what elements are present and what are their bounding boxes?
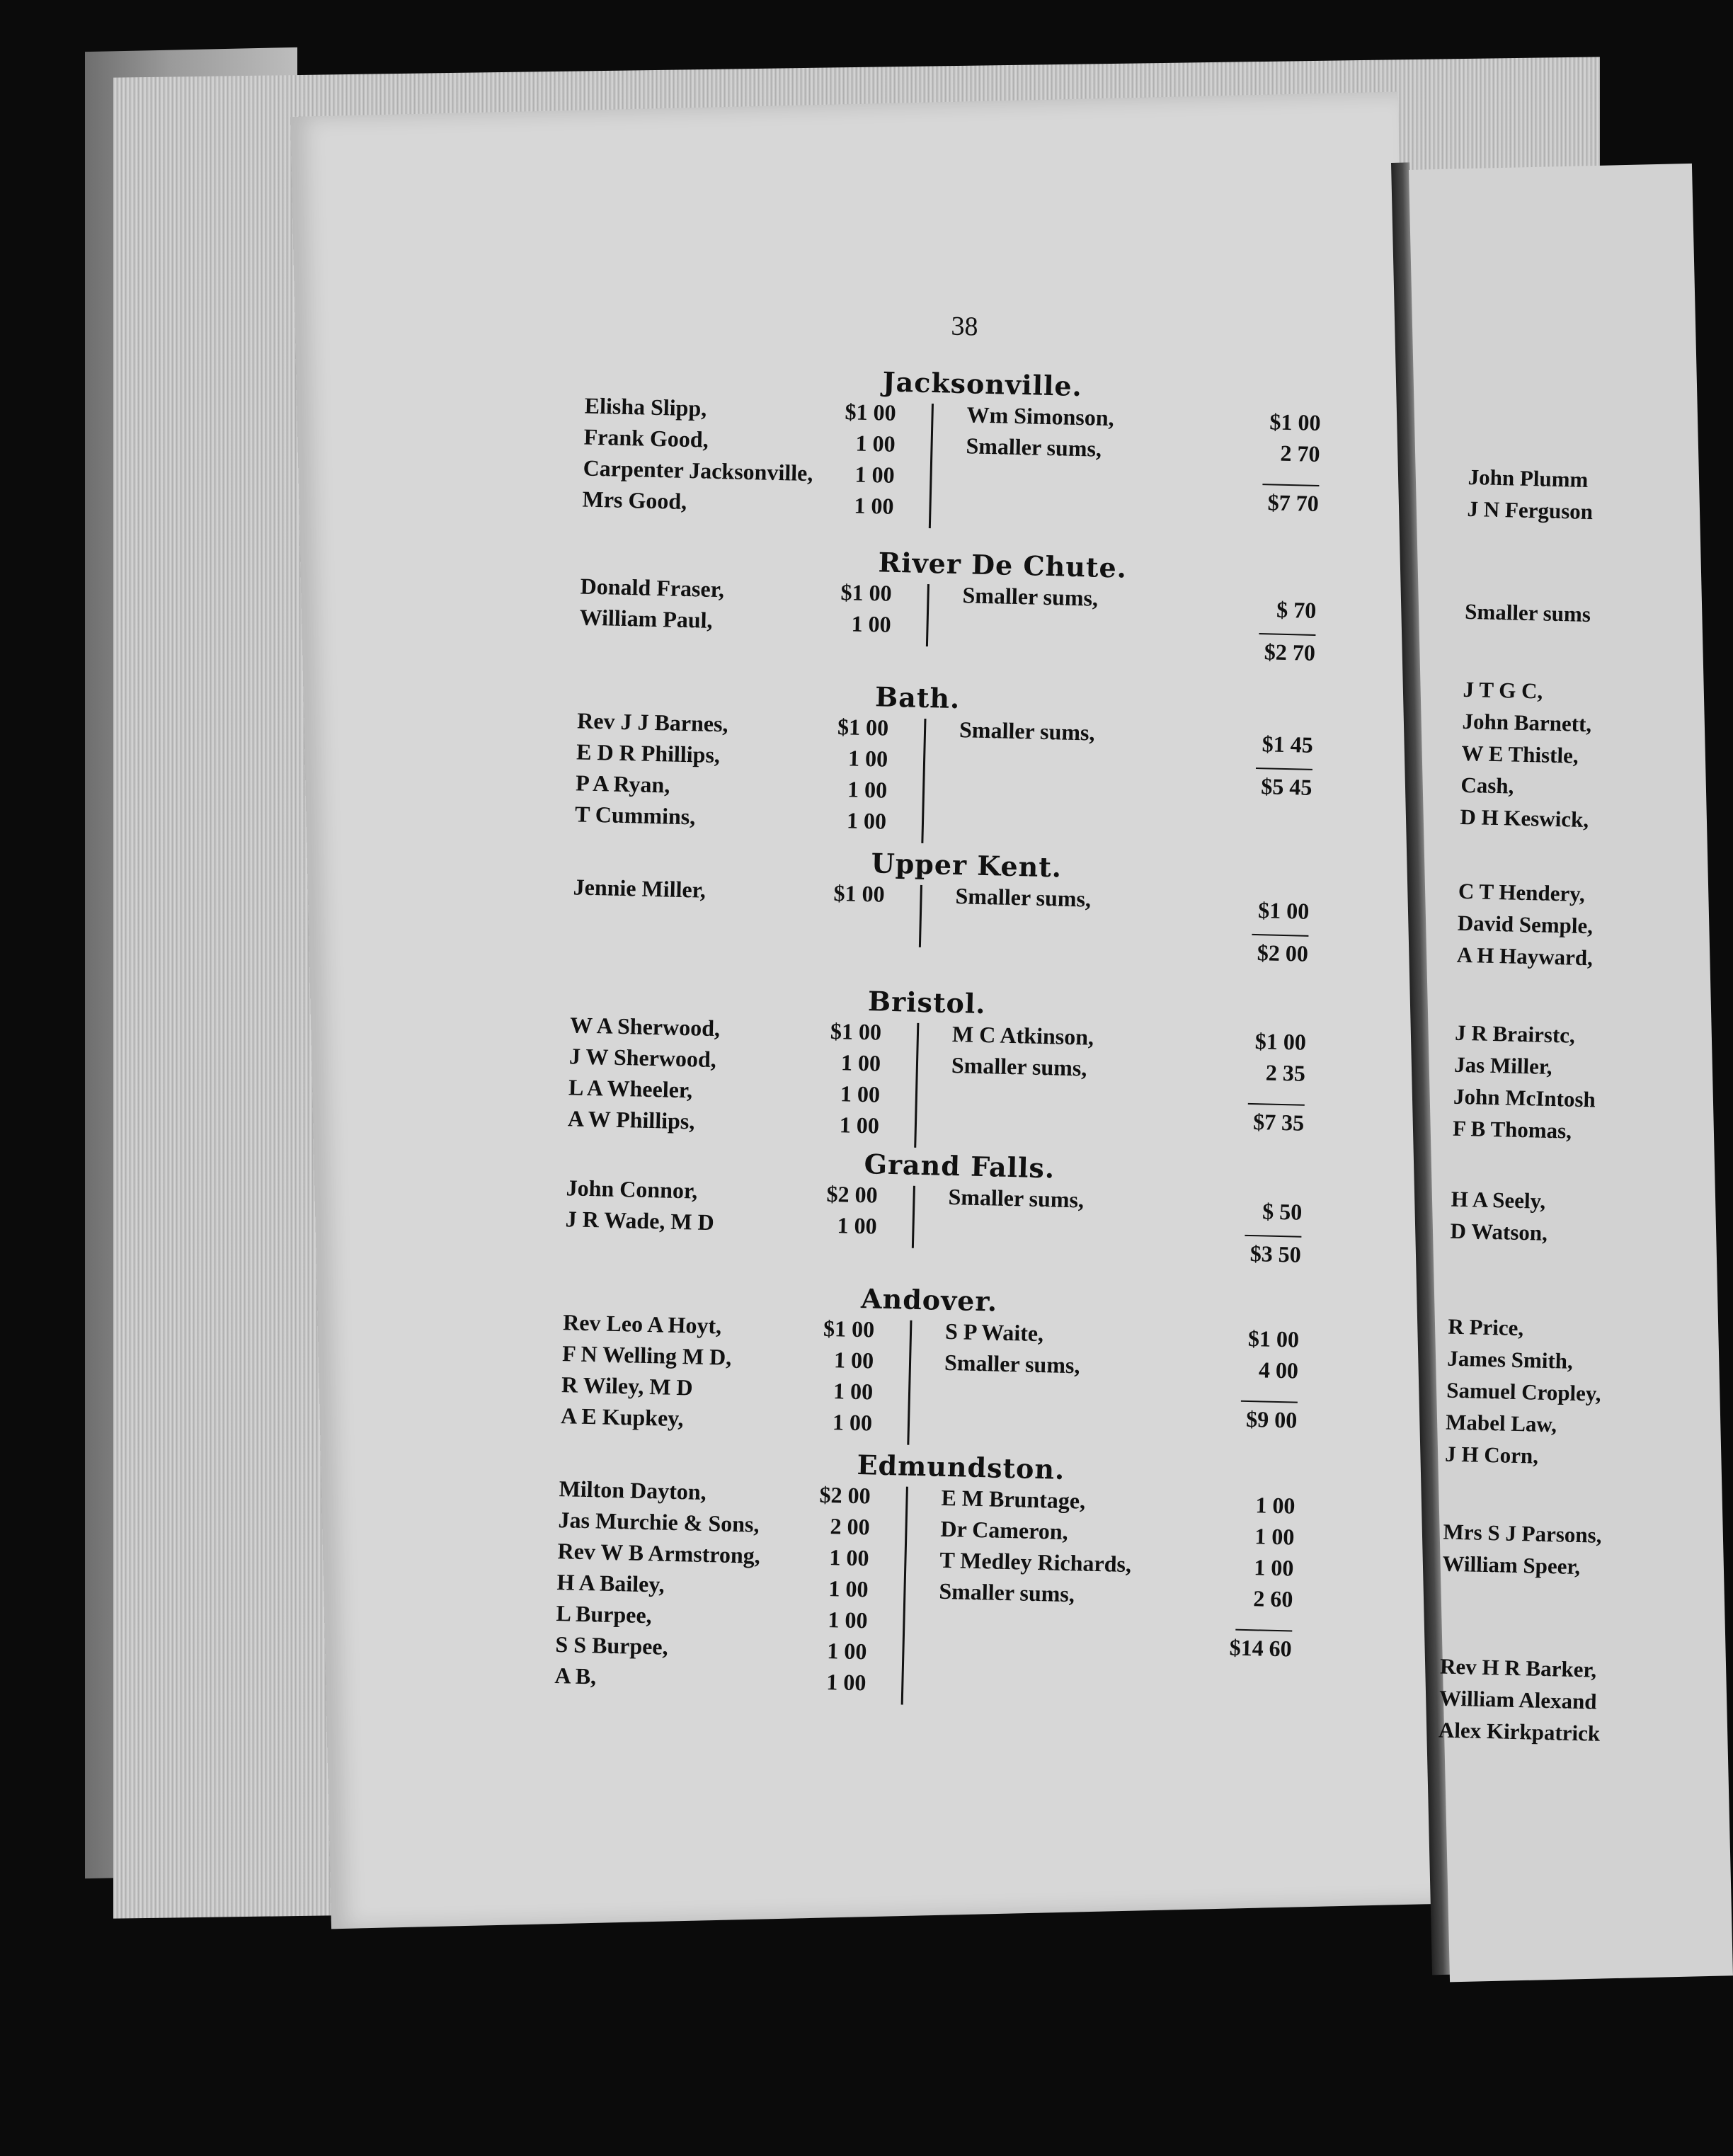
section-title: Upper Kent. [871,847,1063,884]
section-total: $7 35 [1252,1109,1305,1136]
column-divider [907,1321,912,1445]
section-title: Jacksonville. [882,365,1083,403]
donor-amount: 1 00 [847,745,888,772]
right-page-entry: J R Brairstc, [1454,1020,1576,1048]
donor-amount: $1 00 [1269,409,1321,436]
donor-name: J W Sherwood, [568,1043,717,1073]
donor-name: Jas Murchie & Sons, [558,1507,760,1537]
right-page-entry: D H Keswick, [1460,804,1589,833]
section-total: $7 70 [1267,489,1320,516]
donor-amount: 4 00 [1258,1357,1299,1384]
total-rule [1259,633,1315,636]
donor-amount: 1 00 [840,1080,881,1107]
section-title: Grand Falls. [864,1148,1056,1185]
total-rule [1252,934,1308,937]
donor-amount: 1 00 [855,430,896,457]
donor-amount: 1 00 [825,1669,866,1696]
donor-name: L A Wheeler, [568,1074,693,1103]
right-page-entry: John McIntosh [1453,1083,1596,1112]
donor-name: Smaller sums, [948,1183,1085,1213]
donor-amount: $2 00 [826,1180,879,1208]
right-page-entry: W E Thistle, [1461,740,1579,768]
donor-amount: 1 00 [833,1347,874,1374]
total-rule [1248,1103,1305,1106]
right-page-entry: Jas Miller, [1453,1051,1552,1079]
donor-name: Elisha Slipp, [584,392,707,421]
donor-name: William Paul, [579,604,713,633]
donor-amount: 1 00 [828,1607,868,1633]
total-rule [1245,1235,1301,1238]
donor-amount: 1 00 [1255,1492,1296,1519]
donor-name: A B, [554,1662,597,1689]
donor-amount: $2 00 [819,1481,871,1509]
section-total: $2 00 [1257,940,1309,966]
donor-amount: 1 00 [832,1409,873,1436]
donor-name: Mrs Good, [582,486,687,514]
right-page-entry: J T G C, [1463,676,1543,704]
section-total: $2 70 [1264,639,1316,666]
total-rule [1262,484,1319,486]
total-rule [1256,768,1312,770]
right-page-entry: Cash, [1460,772,1514,799]
right-page-entry: William Alexand [1439,1685,1597,1714]
donor-amount: 1 00 [840,1049,881,1076]
donor-name: Smaller sums, [951,1051,1087,1081]
donor-name: E D R Phillips, [576,738,721,768]
donor-amount: $ 70 [1276,596,1317,623]
donor-name: Frank Good, [583,423,709,452]
donor-amount: 1 00 [846,807,887,834]
right-page-entry: John Barnett, [1462,708,1592,737]
right-page-entry: R Price, [1448,1313,1524,1341]
donor-amount: $1 00 [837,714,889,741]
donor-amount: 1 00 [1253,1554,1294,1581]
donor-name: Smaller sums, [962,582,1099,611]
donor-amount: 2 70 [1280,440,1320,467]
right-page-entry: Smaller sums [1464,598,1591,627]
section-total: $9 00 [1245,1405,1298,1433]
donor-amount: 1 00 [847,776,888,803]
section-title: Edmundston. [857,1449,1065,1485]
donor-amount: $1 00 [1257,897,1310,924]
right-page-entry: D Watson, [1450,1218,1548,1245]
right-page-entry: H A Seely, [1451,1186,1546,1214]
donor-amount: $1 00 [1247,1325,1300,1352]
donor-name: Milton Dayton, [559,1476,707,1505]
right-page-entry: Samuel Cropley, [1446,1377,1601,1406]
section-title: Bristol. [867,985,987,1020]
right-page-entry: A H Hayward, [1456,942,1594,971]
donor-name: Donald Fraser, [580,573,725,603]
donor-amount: 1 00 [854,461,896,488]
donor-amount: $1 00 [1254,1028,1307,1055]
total-rule [1241,1401,1298,1403]
donor-name: P A Ryan, [575,770,670,798]
right-page-entry: James Smith, [1447,1345,1574,1374]
donor-amount: 1 00 [833,1378,874,1405]
donor-name: Jennie Miller, [573,874,707,903]
right-page-entry: Alex Kirkpatrick [1438,1717,1601,1746]
total-rule [1235,1629,1292,1632]
donor-amount: 2 60 [1252,1585,1293,1612]
page-number: 38 [951,311,979,342]
donor-name: H A Bailey, [556,1569,665,1597]
donor-name: T Medley Richards, [939,1546,1132,1578]
column-divider [921,719,926,843]
donor-name: A E Kupkey, [560,1403,684,1432]
donor-name: Carpenter Jacksonville, [583,455,813,486]
donor-name: F N Welling M D, [561,1340,732,1370]
right-page-entry: John Plumm [1468,464,1589,492]
donor-amount: $1 45 [1262,731,1314,758]
donor-amount: $1 00 [845,399,897,426]
donor-amount: $ 50 [1262,1198,1303,1225]
column-divider [919,885,922,947]
donor-name: Wm Simonson, [966,401,1115,431]
donor-amount: 1 00 [854,492,894,519]
donor-amount: $1 00 [823,1315,875,1342]
column-divider [901,1487,908,1705]
right-page-entry: J N Ferguson [1467,496,1594,525]
section-title: Bath. [874,680,961,715]
donor-name: Smaller sums, [955,883,1092,912]
right-page-entry: J H Corn, [1444,1441,1539,1468]
donor-name: Rev W B Armstrong, [557,1538,761,1568]
donor-name: S S Burpee, [555,1631,669,1660]
right-page-entry: Mabel Law, [1445,1409,1557,1437]
right-page-entry: William Speer, [1442,1551,1581,1580]
section-total: $14 60 [1229,1634,1293,1662]
donor-amount: 1 00 [827,1638,867,1665]
donor-name: E M Bruntage, [941,1484,1086,1514]
donor-amount: 1 00 [839,1112,880,1139]
donor-name: John Connor, [566,1175,698,1204]
donor-name: M C Atkinson, [951,1021,1094,1050]
donor-amount: 1 00 [828,1575,869,1602]
donor-name: Rev J J Barnes, [576,707,728,737]
donor-name: Smaller sums, [939,1578,1075,1607]
donor-name: Dr Cameron, [940,1515,1069,1545]
donor-name: L Burpee, [556,1600,653,1629]
right-page-entry: C T Hendery, [1458,878,1586,906]
donor-name: Rev Leo A Hoyt, [562,1309,722,1339]
donor-name: W A Sherwood, [569,1012,721,1042]
section-total: $5 45 [1260,773,1312,800]
donor-amount: 1 00 [851,610,892,637]
donor-name: Smaller sums, [959,717,1095,746]
donor-amount: 1 00 [829,1544,869,1571]
right-page-entry: F B Thomas, [1452,1115,1572,1143]
donor-amount: 2 00 [830,1513,870,1540]
donor-amount: $1 00 [833,880,886,907]
donor-name: Smaller sums, [966,433,1102,462]
donor-amount: 1 00 [837,1212,878,1239]
donor-name: R Wiley, M D [561,1371,694,1401]
donor-amount: 2 35 [1265,1059,1306,1086]
donor-name: Smaller sums, [944,1349,1080,1379]
right-page-entry: Mrs S J Parsons, [1443,1519,1602,1548]
column-divider [926,584,930,646]
donor-amount: $1 00 [840,579,893,606]
right-page-entry: David Semple, [1457,910,1594,939]
column-divider [914,1023,919,1148]
column-divider [912,1186,915,1248]
right-page-entry: Rev H R Barker, [1439,1653,1597,1682]
donor-amount: $1 00 [830,1017,882,1045]
donor-name: S P Waite, [944,1318,1044,1347]
column-divider [929,404,934,528]
donor-amount: 1 00 [1254,1523,1295,1550]
donor-name: A W Phillips, [567,1105,695,1134]
donor-name: T Cummins, [574,801,696,830]
section-title: River De Chute. [878,546,1128,584]
donor-name: J R Wade, M D [565,1206,715,1236]
section-title: Andover. [860,1282,998,1318]
section-total: $3 50 [1249,1240,1302,1267]
